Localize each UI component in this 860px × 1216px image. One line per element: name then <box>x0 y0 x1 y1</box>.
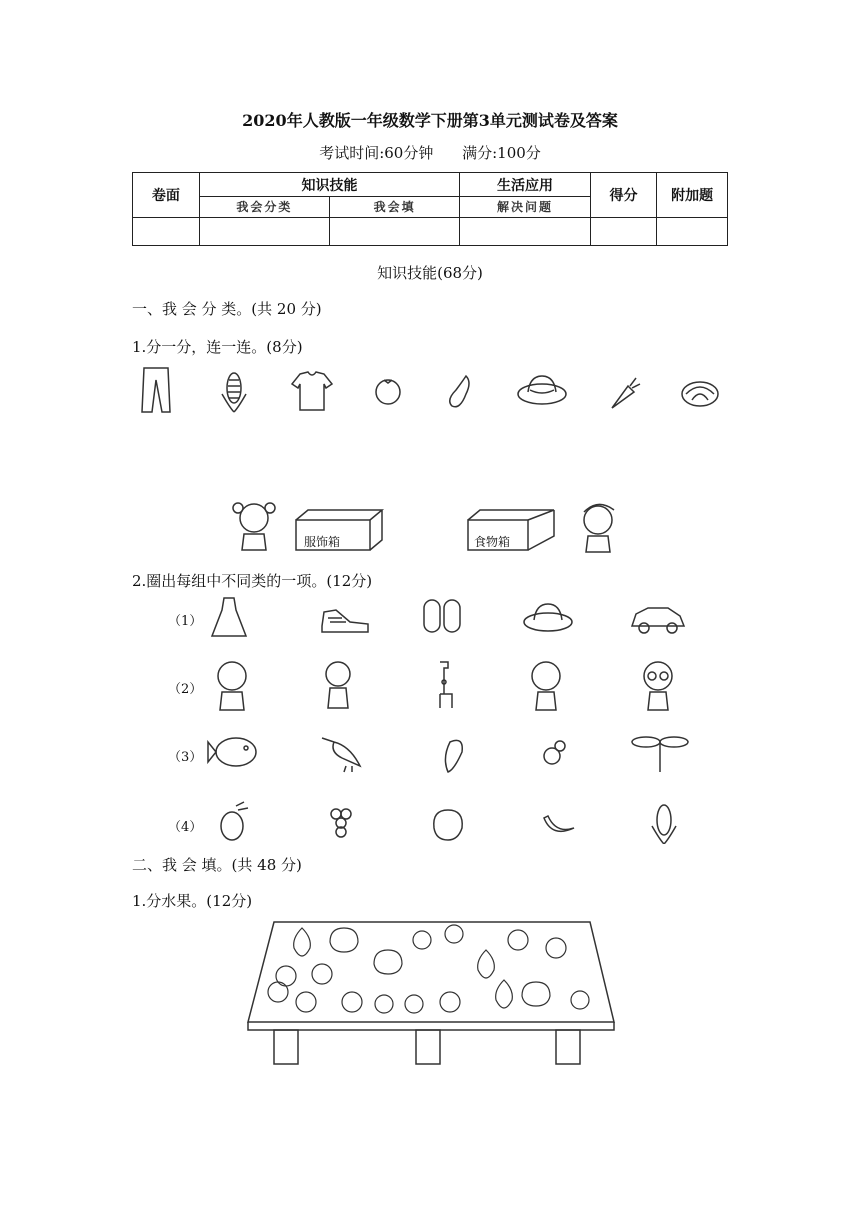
score-cell[interactable] <box>133 217 200 245</box>
girl-icon <box>233 503 275 550</box>
girl-icon <box>532 662 560 710</box>
apple-icon <box>296 992 316 1012</box>
row-label-4: （4） <box>168 820 203 835</box>
bee-icon <box>544 741 565 764</box>
boy-icon <box>584 504 614 552</box>
clothes-box-label: 服饰箱 <box>304 535 341 549</box>
tshirt-icon <box>292 372 332 410</box>
peach-icon <box>374 950 402 974</box>
row-2-items <box>206 656 706 716</box>
grapes-icon <box>331 809 351 837</box>
apple-icon <box>276 966 296 986</box>
row-1-items <box>206 594 706 642</box>
car-icon <box>632 608 684 633</box>
apple-icon <box>508 930 528 950</box>
hat-icon <box>524 604 572 631</box>
mittens-icon <box>424 600 460 632</box>
score-cell[interactable] <box>590 217 657 245</box>
subheader-tian: 我会填 <box>330 197 460 217</box>
peach-icon <box>330 928 358 952</box>
exam-time: 考试时间:60分钟 <box>319 144 434 162</box>
eggplant-icon <box>450 376 469 407</box>
boy-icon <box>326 662 350 708</box>
part2-q1: 1.分水果。(12分) <box>132 892 253 910</box>
carrot-icon <box>612 378 640 408</box>
bird-icon <box>322 738 360 772</box>
fish-icon <box>208 738 256 766</box>
header-shenghuo: 生活应用 <box>460 173 590 197</box>
row-3-items <box>206 730 706 778</box>
score-cell[interactable] <box>657 217 728 245</box>
section-knowledge: 知识技能(68分) <box>377 264 483 282</box>
dress-icon <box>212 598 246 636</box>
q1-items <box>130 362 730 422</box>
row-label-3: （3） <box>168 750 203 765</box>
boy-glasses-icon <box>644 662 672 710</box>
strawberry-icon <box>445 925 463 943</box>
strawberry-icon <box>571 991 589 1009</box>
header-zhishi: 知识技能 <box>199 173 460 197</box>
subheader-fenlei: 我会分类 <box>199 197 329 217</box>
exam-full-score: 满分:100分 <box>462 144 541 162</box>
tomato-icon <box>376 380 400 404</box>
butterfly-icon <box>445 740 462 772</box>
apple-icon <box>342 992 362 1012</box>
pear-icon <box>478 950 495 978</box>
corn-icon <box>222 373 246 412</box>
fruit-items <box>268 925 589 1013</box>
giraffe-icon <box>440 662 452 708</box>
header-juanmian: 卷面 <box>133 173 200 218</box>
header-fujia: 附加题 <box>657 173 728 218</box>
fruit-table <box>246 918 618 1070</box>
row-4-items <box>206 800 706 844</box>
apple-icon <box>546 938 566 958</box>
peach-icon <box>434 810 462 840</box>
shoes-icon <box>322 610 368 632</box>
corn-icon <box>652 805 676 844</box>
score-cell[interactable] <box>460 217 590 245</box>
header-defen: 得分 <box>590 173 657 218</box>
score-cell[interactable] <box>330 217 460 245</box>
apple-icon <box>440 992 460 1012</box>
part1-q1: 1.分一分，连一连。(8分) <box>132 338 303 356</box>
peach-icon <box>522 982 550 1006</box>
cabbage-icon <box>682 382 718 406</box>
subheader-jiejue: 解决问题 <box>460 197 590 217</box>
strawberry-icon <box>375 995 393 1013</box>
banana-icon <box>544 816 574 831</box>
pants-icon <box>142 368 170 412</box>
strawberry-icon <box>405 995 423 1013</box>
apple-icon <box>312 964 332 984</box>
pear-icon <box>294 928 311 956</box>
part1-heading: 一、我 会 分 类。(共 20 分) <box>132 300 322 318</box>
score-table <box>132 172 728 246</box>
document-title: 2020年人教版一年级数学下册第3单元测试卷及答案 <box>242 111 618 130</box>
pear-icon <box>496 980 513 1008</box>
strawberry-icon <box>413 931 431 949</box>
part2-heading: 二、我 会 填。(共 48 分) <box>132 856 302 874</box>
score-cell[interactable] <box>199 217 329 245</box>
exam-info <box>0 142 860 163</box>
apple-icon <box>268 982 288 1002</box>
food-box-label: 食物箱 <box>474 535 511 549</box>
girl-icon <box>218 662 246 710</box>
hat-icon <box>518 376 566 404</box>
row-label-2: （2） <box>168 682 203 697</box>
dragonfly-icon <box>632 737 688 772</box>
row-label-1: （1） <box>168 614 203 629</box>
pineapple-icon <box>221 802 248 840</box>
q1-boxes <box>230 498 640 558</box>
part1-q2: 2.圈出每组中不同类的一项。(12分) <box>132 572 373 590</box>
